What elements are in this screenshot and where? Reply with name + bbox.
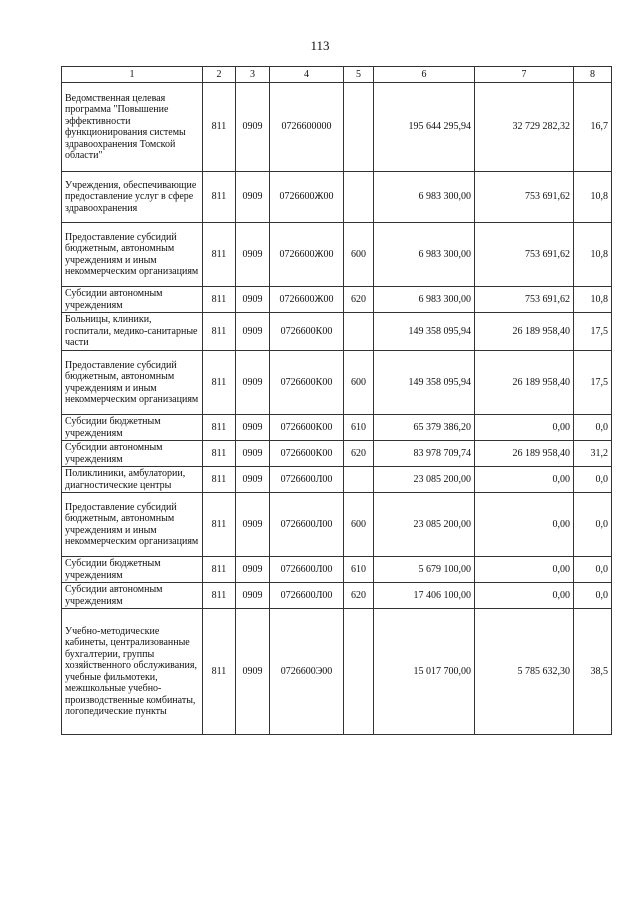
plan-amount-cell: 23 085 200,00 xyxy=(374,493,475,557)
row-name-cell: Субсидии автономным учреждениям xyxy=(62,287,203,313)
percent-cell: 0,0 xyxy=(574,493,612,557)
target-article-cell: 0726600Л00 xyxy=(270,493,344,557)
plan-amount-cell: 149 358 095,94 xyxy=(374,351,475,415)
target-article-cell: 0726600К00 xyxy=(270,415,344,441)
plan-amount-cell: 6 983 300,00 xyxy=(374,223,475,287)
target-article-cell: 0726600Ж00 xyxy=(270,287,344,313)
row-name-cell: Предоставление субсидий бюджетным, автономным учреждениям и иным некоммерческим организациям xyxy=(62,493,203,557)
table-row xyxy=(62,609,612,735)
budget-table xyxy=(61,66,612,735)
plan-amount-cell: 17 406 100,00 xyxy=(374,583,475,609)
section-cell: 811 xyxy=(203,287,236,313)
subsection-cell: 0909 xyxy=(236,287,270,313)
plan-amount-cell: 83 978 709,74 xyxy=(374,441,475,467)
expense-type-cell xyxy=(344,83,374,172)
row-name-cell: Поликлиники, амбулатории, диагностические центры xyxy=(62,467,203,493)
expense-type-cell xyxy=(344,313,374,351)
expense-type-cell: 610 xyxy=(344,557,374,583)
row-name-cell: Учебно-методические кабинеты, централизованные бухгалтерии, группы хозяйственного обслуживания, учебные фильмотеки, межшкольные учебно-производственные комбинаты, логопедические пункты xyxy=(62,609,203,735)
section-cell: 811 xyxy=(203,415,236,441)
section-cell: 811 xyxy=(203,83,236,172)
section-cell: 811 xyxy=(203,557,236,583)
section-cell: 811 xyxy=(203,493,236,557)
target-article-cell: 0726600Л00 xyxy=(270,557,344,583)
executed-amount-cell: 32 729 282,32 xyxy=(475,83,574,172)
table-row xyxy=(62,467,612,493)
executed-amount-cell: 753 691,62 xyxy=(475,287,574,313)
table-row xyxy=(62,313,612,351)
executed-amount-cell: 0,00 xyxy=(475,557,574,583)
subsection-cell: 0909 xyxy=(236,351,270,415)
header-cell: 1 xyxy=(62,67,203,83)
percent-cell: 31,2 xyxy=(574,441,612,467)
percent-cell: 0,0 xyxy=(574,557,612,583)
header-row xyxy=(62,67,612,83)
expense-type-cell xyxy=(344,467,374,493)
target-article-cell: 0726600Э00 xyxy=(270,609,344,735)
executed-amount-cell: 0,00 xyxy=(475,467,574,493)
percent-cell: 0,0 xyxy=(574,467,612,493)
plan-amount-cell: 15 017 700,00 xyxy=(374,609,475,735)
subsection-cell: 0909 xyxy=(236,415,270,441)
row-name-cell: Субсидии бюджетным учреждениям xyxy=(62,557,203,583)
executed-amount-cell: 753 691,62 xyxy=(475,172,574,223)
percent-cell: 0,0 xyxy=(574,415,612,441)
header-cell: 5 xyxy=(344,67,374,83)
section-cell: 811 xyxy=(203,467,236,493)
subsection-cell: 0909 xyxy=(236,313,270,351)
header-cell: 8 xyxy=(574,67,612,83)
expense-type-cell: 600 xyxy=(344,223,374,287)
header-cell: 7 xyxy=(475,67,574,83)
plan-amount-cell: 6 983 300,00 xyxy=(374,172,475,223)
row-name-cell: Субсидии бюджетным учреждениям xyxy=(62,415,203,441)
table-row xyxy=(62,557,612,583)
expense-type-cell: 600 xyxy=(344,493,374,557)
percent-cell: 10,8 xyxy=(574,172,612,223)
subsection-cell: 0909 xyxy=(236,467,270,493)
subsection-cell: 0909 xyxy=(236,83,270,172)
row-name-cell: Учреждения, обеспечивающие предоставление услуг в сфере здравоохранения xyxy=(62,172,203,223)
percent-cell: 38,5 xyxy=(574,609,612,735)
row-name-cell: Больницы, клиники, госпитали, медико-санитарные части xyxy=(62,313,203,351)
subsection-cell: 0909 xyxy=(236,172,270,223)
table-row xyxy=(62,415,612,441)
percent-cell: 0,0 xyxy=(574,583,612,609)
header-cell: 6 xyxy=(374,67,475,83)
target-article-cell: 0726600К00 xyxy=(270,441,344,467)
row-name-cell: Субсидии автономным учреждениям xyxy=(62,441,203,467)
section-cell: 811 xyxy=(203,172,236,223)
executed-amount-cell: 5 785 632,30 xyxy=(475,609,574,735)
table-row xyxy=(62,287,612,313)
plan-amount-cell: 5 679 100,00 xyxy=(374,557,475,583)
target-article-cell: 0726600000 xyxy=(270,83,344,172)
executed-amount-cell: 0,00 xyxy=(475,583,574,609)
percent-cell: 10,8 xyxy=(574,223,612,287)
section-cell: 811 xyxy=(203,351,236,415)
target-article-cell: 0726600Ж00 xyxy=(270,223,344,287)
header-cell: 3 xyxy=(236,67,270,83)
plan-amount-cell: 65 379 386,20 xyxy=(374,415,475,441)
expense-type-cell xyxy=(344,609,374,735)
row-name-cell: Предоставление субсидий бюджетным, автономным учреждениям и иным некоммерческим организациям xyxy=(62,223,203,287)
plan-amount-cell: 6 983 300,00 xyxy=(374,287,475,313)
subsection-cell: 0909 xyxy=(236,609,270,735)
subsection-cell: 0909 xyxy=(236,223,270,287)
plan-amount-cell: 149 358 095,94 xyxy=(374,313,475,351)
executed-amount-cell: 26 189 958,40 xyxy=(475,313,574,351)
header-cell: 2 xyxy=(203,67,236,83)
expense-type-cell xyxy=(344,172,374,223)
subsection-cell: 0909 xyxy=(236,557,270,583)
target-article-cell: 0726600Ж00 xyxy=(270,172,344,223)
table-row xyxy=(62,223,612,287)
executed-amount-cell: 753 691,62 xyxy=(475,223,574,287)
percent-cell: 16,7 xyxy=(574,83,612,172)
subsection-cell: 0909 xyxy=(236,441,270,467)
section-cell: 811 xyxy=(203,609,236,735)
expense-type-cell: 620 xyxy=(344,583,374,609)
row-name-cell: Предоставление субсидий бюджетным, автономным учреждениям и иным некоммерческим организациям xyxy=(62,351,203,415)
target-article-cell: 0726600К00 xyxy=(270,351,344,415)
table-row xyxy=(62,493,612,557)
header-cell: 4 xyxy=(270,67,344,83)
expense-type-cell: 610 xyxy=(344,415,374,441)
row-name-cell: Субсидии автономным учреждениям xyxy=(62,583,203,609)
table-row xyxy=(62,441,612,467)
row-name-cell: Ведомственная целевая программа "Повышение эффективности функционирования системы здравоохранения Томской области" xyxy=(62,83,203,172)
executed-amount-cell: 0,00 xyxy=(475,493,574,557)
target-article-cell: 0726600К00 xyxy=(270,313,344,351)
percent-cell: 17,5 xyxy=(574,351,612,415)
executed-amount-cell: 26 189 958,40 xyxy=(475,441,574,467)
section-cell: 811 xyxy=(203,313,236,351)
percent-cell: 10,8 xyxy=(574,287,612,313)
subsection-cell: 0909 xyxy=(236,583,270,609)
table-row xyxy=(62,583,612,609)
percent-cell: 17,5 xyxy=(574,313,612,351)
executed-amount-cell: 26 189 958,40 xyxy=(475,351,574,415)
expense-type-cell: 600 xyxy=(344,351,374,415)
section-cell: 811 xyxy=(203,441,236,467)
plan-amount-cell: 23 085 200,00 xyxy=(374,467,475,493)
section-cell: 811 xyxy=(203,583,236,609)
expense-type-cell: 620 xyxy=(344,441,374,467)
table-row xyxy=(62,172,612,223)
section-cell: 811 xyxy=(203,223,236,287)
expense-type-cell: 620 xyxy=(344,287,374,313)
subsection-cell: 0909 xyxy=(236,493,270,557)
target-article-cell: 0726600Л00 xyxy=(270,467,344,493)
page-number: 113 xyxy=(310,38,330,53)
executed-amount-cell: 0,00 xyxy=(475,415,574,441)
table-row xyxy=(62,83,612,172)
target-article-cell: 0726600Л00 xyxy=(270,583,344,609)
plan-amount-cell: 195 644 295,94 xyxy=(374,83,475,172)
table-row xyxy=(62,351,612,415)
